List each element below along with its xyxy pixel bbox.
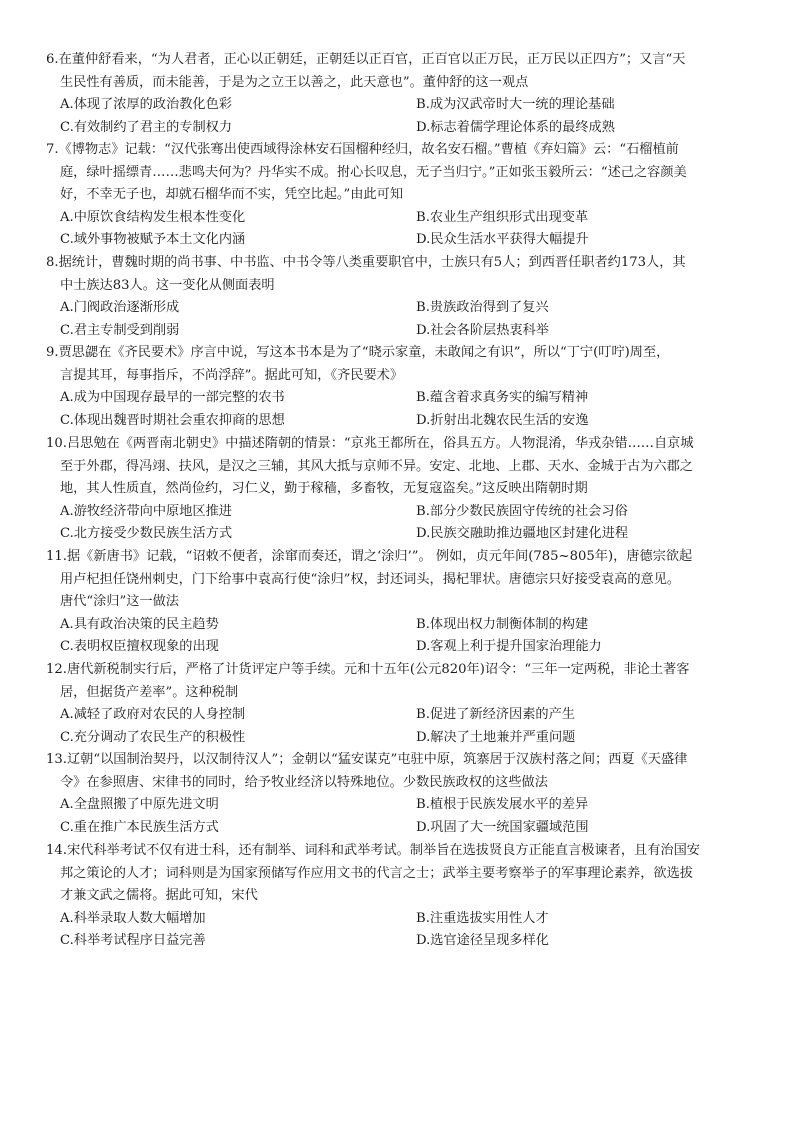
stem-line: 好，不幸无子也，却就石榴华而不实，凭空比起。”由此可知 bbox=[60, 187, 404, 203]
options bbox=[46, 501, 754, 546]
option-c: C.体现出魏晋时期社会重农抑商的思想 bbox=[60, 412, 285, 428]
question-8 bbox=[46, 252, 754, 342]
options bbox=[46, 297, 754, 342]
option-a: A.科举录取人数大幅增加 bbox=[60, 910, 206, 926]
option-b: B.注重选拔实用性人才 bbox=[416, 910, 549, 926]
question-9 bbox=[46, 342, 754, 432]
option-c: C.表明权臣擅权现象的出现 bbox=[60, 639, 219, 655]
question-13 bbox=[46, 749, 754, 839]
option-b: B.成为汉武帝时大一统的理论基础 bbox=[416, 97, 615, 113]
option-b: B.蕴含着求真务实的编写精神 bbox=[416, 390, 589, 406]
option-d: D.客观上利于提升国家治理能力 bbox=[416, 639, 602, 655]
stem-line: 言提其耳，每事指斥，不尚浮辞”。据此可知，《齐民要术》 bbox=[60, 367, 404, 383]
option-a: A.门阀政治逐渐形成 bbox=[60, 300, 180, 316]
question-stem bbox=[46, 546, 754, 614]
stem-line: 14.宋代科举考试不仅有进士科，还有制举、词科和武举考试。制举旨在选拔贤良方正能直言极谏者，且有治国安 bbox=[46, 843, 700, 858]
question-6 bbox=[46, 49, 754, 139]
option-a: A.中原饮食结构发生根本性变化 bbox=[60, 209, 246, 225]
stem-line: 才兼文武之儒将。据此可知，宋代 bbox=[60, 888, 258, 904]
stem-line: 用卢杞担任饶州刺史，门下给事中袁高行使“涂归”权，封还词头，揭杞罪状。唐德宗只好接受袁高的意见。 bbox=[60, 571, 681, 587]
stem-line: 11.据《新唐书》记载，“诏敕不便者，涂窜而奏还，谓之‘涂归’”。 例如，贞元年间(785~805年)，唐德宗欲起 bbox=[46, 549, 693, 564]
options bbox=[46, 614, 754, 659]
option-a: A.体现了浓厚的政治教化色彩 bbox=[60, 97, 232, 113]
option-a: A.成为中国现存最早的一部完整的农书 bbox=[60, 390, 285, 406]
option-b: B.植根于民族发展水平的差异 bbox=[416, 797, 589, 813]
options bbox=[46, 794, 754, 839]
option-c: C.科举考试程序日益完善 bbox=[60, 933, 206, 949]
stem-line: 12.唐代新税制实行后，严格了计货评定户等手续。元和十五年(公元820年)诏令：“三年一定两税，非论土著客 bbox=[46, 662, 690, 677]
stem-line: 中士族达83人。这一变化从侧面表明 bbox=[60, 277, 275, 293]
options bbox=[46, 704, 754, 749]
question-11 bbox=[46, 546, 754, 659]
question-7 bbox=[46, 139, 754, 252]
option-d: D.民众生活水平获得大幅提升 bbox=[416, 232, 589, 248]
question-14 bbox=[46, 840, 754, 953]
option-c: C.君主专制受到削弱 bbox=[60, 322, 180, 338]
option-c: C.北方接受少数民族生活方式 bbox=[60, 526, 233, 542]
option-d: D.标志着儒学理论体系的最终成熟 bbox=[416, 119, 615, 135]
option-d: D.解决了土地兼并严重问题 bbox=[416, 729, 576, 745]
stem-line: 生民性有善质，而未能善，于是为之立王以善之，此天意也”。董仲舒的这一观点 bbox=[60, 74, 529, 90]
options bbox=[46, 207, 754, 252]
stem-line: 至于外郡，得冯翊、扶风，是汉之三辅，其风大抵与京师不异。安定、北地、上郡、天水、金城于古为六郡之 bbox=[60, 458, 693, 474]
question-stem bbox=[46, 342, 754, 387]
stem-line: 10.吕思勉在《两晋南北朝史》中描述隋朝的情景：“京兆王都所在，俗具五方。人物混淆，华戎杂错……自京城 bbox=[46, 436, 694, 451]
option-b: B.部分少数民族固守传统的社会习俗 bbox=[416, 503, 628, 519]
stem-line: 7.《博物志》记载：“汉代张骞出使西域得涂林安石国榴种经归，故名安石榴。”曹植《弃妇篇》云：“石榴植前 bbox=[46, 142, 679, 157]
option-c: C.充分调动了农民生产的积极性 bbox=[60, 729, 246, 745]
question-10 bbox=[46, 433, 754, 546]
question-stem bbox=[46, 139, 754, 207]
question-stem bbox=[46, 49, 754, 94]
question-stem bbox=[46, 433, 754, 501]
question-stem bbox=[46, 659, 754, 704]
stem-line: 邦之策论的人才；词科则是为国家预储写作应用文书的代言之士；武举主要考察举子的军事理论素养，欲选拔 bbox=[60, 865, 693, 881]
stem-line: 8.据统计，曹魏时期的尚书事、中书监、中书令等八类重要职官中，士族只有5人；到西晋任职者约173人，其 bbox=[46, 255, 686, 270]
stem-line: 唐代“涂归”这一做法 bbox=[60, 594, 179, 610]
option-b: B.贵族政治得到了复兴 bbox=[416, 300, 549, 316]
stem-line: 庭，绿叶摇缥青……悲鸣夫何为？丹华实不成。拊心长叹息，无子当归宁。”正如张玉毅所云：“述己之容颜美 bbox=[60, 164, 687, 180]
option-a: A.全盘照搬了中原先进文明 bbox=[60, 797, 219, 813]
option-b: B.体现出权力制衡体制的构建 bbox=[416, 616, 589, 632]
option-d: D.社会各阶层热衷科举 bbox=[416, 322, 549, 338]
stem-line: 6.在董仲舒看来，“为人君者，正心以正朝廷，正朝廷以正百官，正百官以正万民，正万民以正四方”；又言“天 bbox=[46, 52, 686, 67]
stem-line: 地，其人性质直，然尚俭约，习仁义，勤于稼穑，多畜牧，无复寇盗矣。”这反映出隋朝时期 bbox=[60, 481, 588, 497]
options bbox=[46, 94, 754, 139]
option-c: C.域外事物被赋予本土文化内涵 bbox=[60, 232, 246, 248]
option-b: B.农业生产组织形式出现变革 bbox=[416, 209, 589, 225]
option-a: A.减轻了政府对农民的人身控制 bbox=[60, 707, 246, 723]
stem-line: 居，但据货产差率”。这种税制 bbox=[60, 684, 239, 700]
options bbox=[46, 387, 754, 432]
question-stem bbox=[46, 840, 754, 908]
option-d: D.折射出北魏农民生活的安逸 bbox=[416, 412, 589, 428]
option-a: A.游牧经济带向中原地区推进 bbox=[60, 503, 232, 519]
question-stem bbox=[46, 749, 754, 794]
option-d: D.选官途径呈现多样化 bbox=[416, 933, 549, 949]
option-b: B.促进了新经济因素的产生 bbox=[416, 707, 575, 723]
option-d: D.民族交融助推边疆地区封建化进程 bbox=[416, 526, 629, 542]
option-c: C.有效制约了君主的专制权力 bbox=[60, 119, 233, 135]
stem-line: 9.贾思勰在《齐民要术》序言中说，写这本书本是为了“晓示家童，未敢闻之有识”，所以“丁宁(叮咛)周至， bbox=[46, 345, 670, 360]
option-c: C.重在推广本民族生活方式 bbox=[60, 819, 219, 835]
question-stem bbox=[46, 252, 754, 297]
option-a: A.具有政治决策的民主趋势 bbox=[60, 616, 219, 632]
options bbox=[46, 908, 754, 953]
stem-line: 13.辽朝“以国制治契丹，以汉制待汉人”；金朝以“猛安谋克”屯驻中原，筑寨居于汉族村落之间；西夏《天盛律 bbox=[46, 752, 688, 767]
option-d: D.巩固了大一统国家疆域范围 bbox=[416, 819, 589, 835]
stem-line: 令》在参照唐、宋律书的同时，给予牧业经济以特殊地位。少数民族政权的这些做法 bbox=[60, 774, 548, 790]
question-12 bbox=[46, 659, 754, 749]
